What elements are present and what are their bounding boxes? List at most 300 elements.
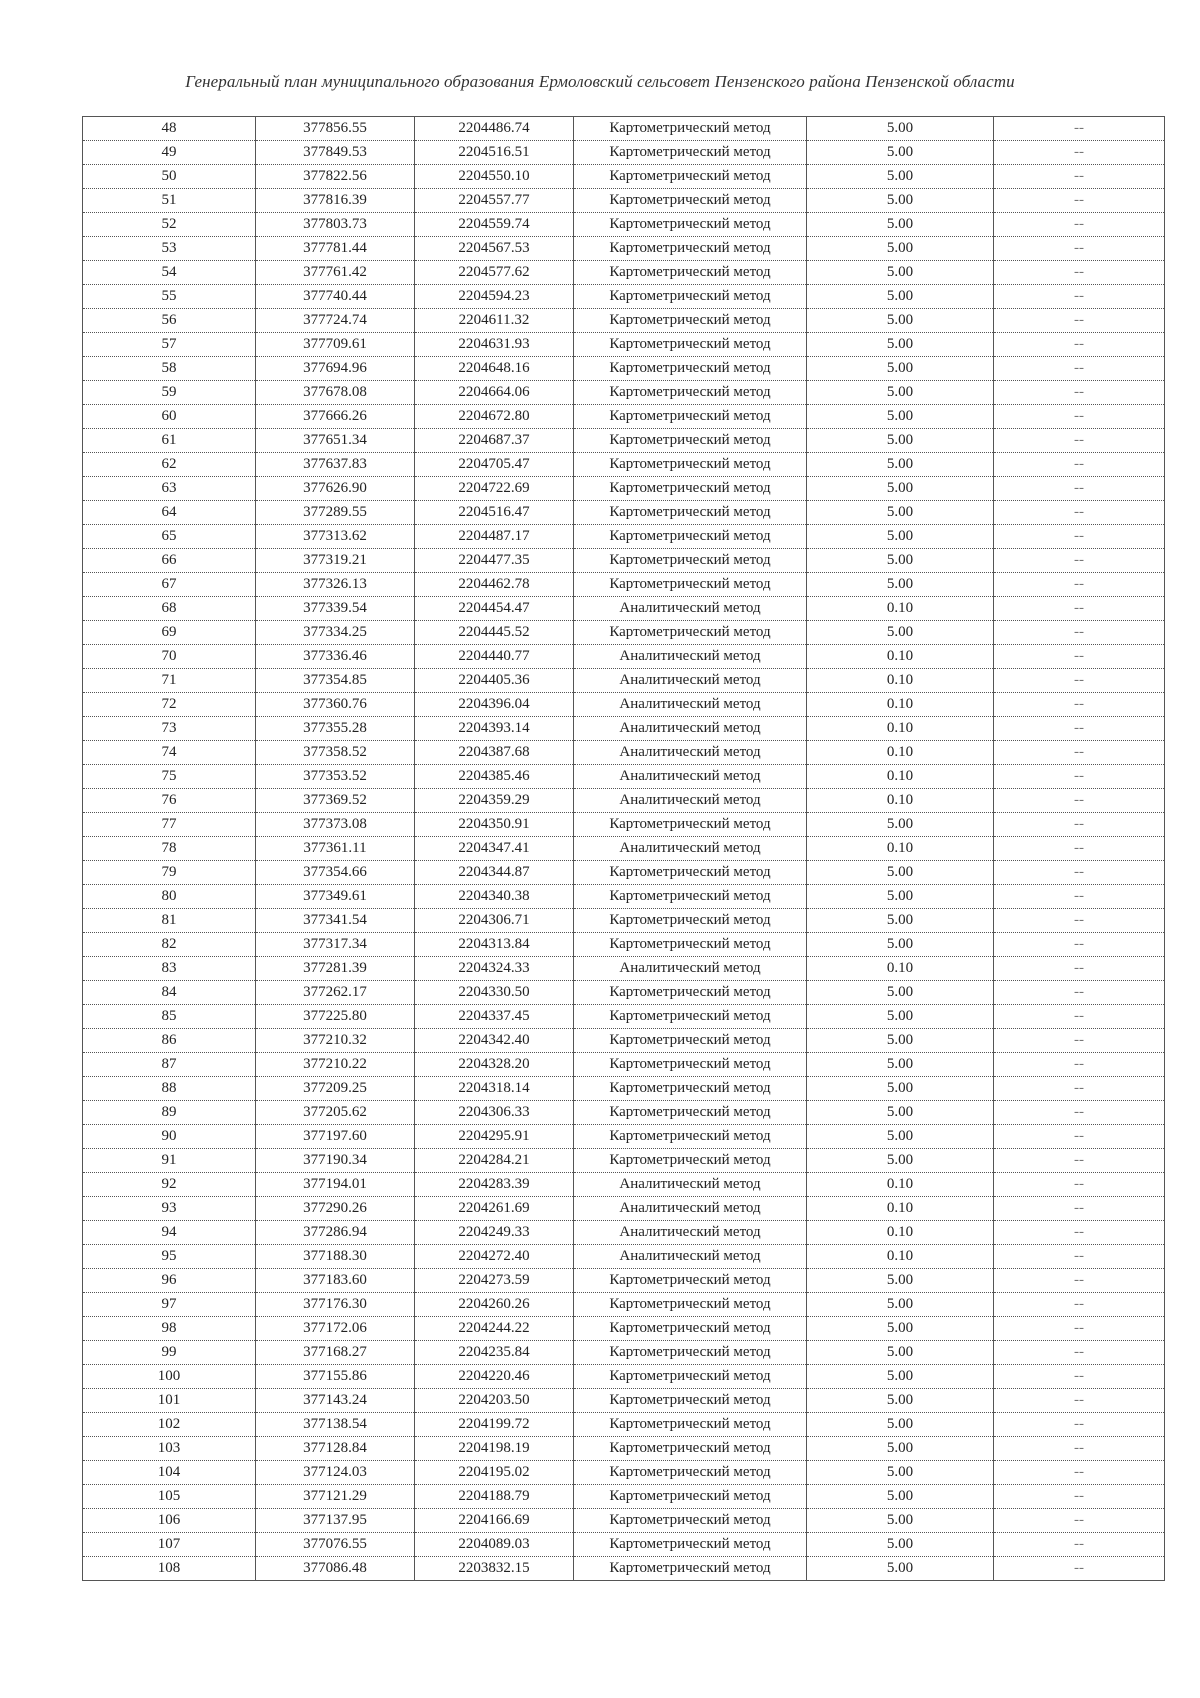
- x-coordinate-cell: 377336.46: [256, 645, 415, 669]
- note-cell: --: [994, 1221, 1165, 1245]
- table-row: [83, 813, 1165, 837]
- accuracy-cell: 5.00: [807, 525, 994, 549]
- table-row: [83, 1365, 1165, 1389]
- method-cell: Картометрический метод: [574, 1533, 807, 1557]
- point-number-cell: 99: [83, 1341, 256, 1365]
- y-coordinate-cell: 2204462.78: [415, 573, 574, 597]
- point-number-cell: 86: [83, 1029, 256, 1053]
- note-cell: --: [994, 1269, 1165, 1293]
- x-coordinate-cell: 377183.60: [256, 1269, 415, 1293]
- point-number-cell: 53: [83, 237, 256, 261]
- accuracy-cell: 5.00: [807, 861, 994, 885]
- method-cell: Картометрический метод: [574, 1461, 807, 1485]
- accuracy-cell: 5.00: [807, 1485, 994, 1509]
- accuracy-cell: 5.00: [807, 1149, 994, 1173]
- table-row: [83, 189, 1165, 213]
- coordinates-table: [82, 116, 1165, 1581]
- method-cell: Аналитический метод: [574, 765, 807, 789]
- note-cell: --: [994, 693, 1165, 717]
- y-coordinate-cell: 2204387.68: [415, 741, 574, 765]
- point-number-cell: 52: [83, 213, 256, 237]
- method-cell: Картометрический метод: [574, 861, 807, 885]
- note-cell: --: [994, 1053, 1165, 1077]
- point-number-cell: 72: [83, 693, 256, 717]
- y-coordinate-cell: 2204306.33: [415, 1101, 574, 1125]
- method-cell: Аналитический метод: [574, 597, 807, 621]
- y-coordinate-cell: 2204672.80: [415, 405, 574, 429]
- note-cell: --: [994, 597, 1165, 621]
- x-coordinate-cell: 377361.11: [256, 837, 415, 861]
- note-cell: --: [994, 1365, 1165, 1389]
- point-number-cell: 94: [83, 1221, 256, 1245]
- table-row: [83, 621, 1165, 645]
- note-cell: --: [994, 885, 1165, 909]
- x-coordinate-cell: 377339.54: [256, 597, 415, 621]
- note-cell: --: [994, 741, 1165, 765]
- x-coordinate-cell: 377761.42: [256, 261, 415, 285]
- x-coordinate-cell: 377355.28: [256, 717, 415, 741]
- table-row: [83, 165, 1165, 189]
- y-coordinate-cell: 2204557.77: [415, 189, 574, 213]
- accuracy-cell: 0.10: [807, 765, 994, 789]
- point-number-cell: 79: [83, 861, 256, 885]
- note-cell: --: [994, 1245, 1165, 1269]
- table-row: [83, 1101, 1165, 1125]
- point-number-cell: 64: [83, 501, 256, 525]
- note-cell: --: [994, 1293, 1165, 1317]
- y-coordinate-cell: 2204631.93: [415, 333, 574, 357]
- note-cell: --: [994, 837, 1165, 861]
- table-row: [83, 357, 1165, 381]
- point-number-cell: 107: [83, 1533, 256, 1557]
- table-row: [83, 1221, 1165, 1245]
- table-row: [83, 1245, 1165, 1269]
- point-number-cell: 105: [83, 1485, 256, 1509]
- accuracy-cell: 5.00: [807, 1005, 994, 1029]
- y-coordinate-cell: 2204188.79: [415, 1485, 574, 1509]
- note-cell: --: [994, 453, 1165, 477]
- x-coordinate-cell: 377816.39: [256, 189, 415, 213]
- y-coordinate-cell: 2204283.39: [415, 1173, 574, 1197]
- x-coordinate-cell: 377121.29: [256, 1485, 415, 1509]
- x-coordinate-cell: 377262.17: [256, 981, 415, 1005]
- x-coordinate-cell: 377694.96: [256, 357, 415, 381]
- method-cell: Картометрический метод: [574, 189, 807, 213]
- accuracy-cell: 0.10: [807, 1173, 994, 1197]
- table-row: [83, 501, 1165, 525]
- y-coordinate-cell: 2204199.72: [415, 1413, 574, 1437]
- method-cell: Аналитический метод: [574, 717, 807, 741]
- x-coordinate-cell: 377289.55: [256, 501, 415, 525]
- note-cell: --: [994, 309, 1165, 333]
- method-cell: Картометрический метод: [574, 1005, 807, 1029]
- x-coordinate-cell: 377137.95: [256, 1509, 415, 1533]
- accuracy-cell: 5.00: [807, 1533, 994, 1557]
- y-coordinate-cell: 2204260.26: [415, 1293, 574, 1317]
- x-coordinate-cell: 377724.74: [256, 309, 415, 333]
- table-row: [83, 549, 1165, 573]
- method-cell: Картометрический метод: [574, 405, 807, 429]
- table-row: [83, 453, 1165, 477]
- note-cell: --: [994, 501, 1165, 525]
- point-number-cell: 106: [83, 1509, 256, 1533]
- table-row: [83, 1053, 1165, 1077]
- note-cell: --: [994, 669, 1165, 693]
- method-cell: Картометрический метод: [574, 1029, 807, 1053]
- y-coordinate-cell: 2204328.20: [415, 1053, 574, 1077]
- x-coordinate-cell: 377076.55: [256, 1533, 415, 1557]
- x-coordinate-cell: 377849.53: [256, 141, 415, 165]
- x-coordinate-cell: 377354.85: [256, 669, 415, 693]
- point-number-cell: 95: [83, 1245, 256, 1269]
- x-coordinate-cell: 377197.60: [256, 1125, 415, 1149]
- y-coordinate-cell: 2204611.32: [415, 309, 574, 333]
- note-cell: --: [994, 1461, 1165, 1485]
- y-coordinate-cell: 2204487.17: [415, 525, 574, 549]
- note-cell: --: [994, 189, 1165, 213]
- y-coordinate-cell: 2204284.21: [415, 1149, 574, 1173]
- table-row: [83, 1029, 1165, 1053]
- accuracy-cell: 0.10: [807, 957, 994, 981]
- table-row: [83, 261, 1165, 285]
- accuracy-cell: 5.00: [807, 405, 994, 429]
- point-number-cell: 50: [83, 165, 256, 189]
- x-coordinate-cell: 377334.25: [256, 621, 415, 645]
- method-cell: Картометрический метод: [574, 573, 807, 597]
- table-row: [83, 669, 1165, 693]
- note-cell: --: [994, 1437, 1165, 1461]
- y-coordinate-cell: 2204203.50: [415, 1389, 574, 1413]
- point-number-cell: 101: [83, 1389, 256, 1413]
- note-cell: --: [994, 1389, 1165, 1413]
- table-row: [83, 309, 1165, 333]
- y-coordinate-cell: 2204477.35: [415, 549, 574, 573]
- y-coordinate-cell: 2204385.46: [415, 765, 574, 789]
- note-cell: --: [994, 1317, 1165, 1341]
- point-number-cell: 87: [83, 1053, 256, 1077]
- note-cell: --: [994, 1101, 1165, 1125]
- note-cell: --: [994, 429, 1165, 453]
- method-cell: Картометрический метод: [574, 261, 807, 285]
- method-cell: Картометрический метод: [574, 981, 807, 1005]
- method-cell: Картометрический метод: [574, 309, 807, 333]
- method-cell: Аналитический метод: [574, 693, 807, 717]
- table-row: [83, 1293, 1165, 1317]
- table-row: [83, 1437, 1165, 1461]
- point-number-cell: 56: [83, 309, 256, 333]
- point-number-cell: 83: [83, 957, 256, 981]
- method-cell: Картометрический метод: [574, 885, 807, 909]
- point-number-cell: 84: [83, 981, 256, 1005]
- note-cell: --: [994, 645, 1165, 669]
- point-number-cell: 73: [83, 717, 256, 741]
- x-coordinate-cell: 377341.54: [256, 909, 415, 933]
- accuracy-cell: 0.10: [807, 669, 994, 693]
- method-cell: Картометрический метод: [574, 1389, 807, 1413]
- table-row: [83, 237, 1165, 261]
- x-coordinate-cell: 377326.13: [256, 573, 415, 597]
- accuracy-cell: 5.00: [807, 909, 994, 933]
- note-cell: --: [994, 333, 1165, 357]
- x-coordinate-cell: 377317.34: [256, 933, 415, 957]
- point-number-cell: 102: [83, 1413, 256, 1437]
- note-cell: --: [994, 1341, 1165, 1365]
- accuracy-cell: 5.00: [807, 117, 994, 141]
- note-cell: --: [994, 1557, 1165, 1581]
- y-coordinate-cell: 2204324.33: [415, 957, 574, 981]
- x-coordinate-cell: 377626.90: [256, 477, 415, 501]
- note-cell: --: [994, 1005, 1165, 1029]
- accuracy-cell: 5.00: [807, 1557, 994, 1581]
- table-row: [83, 1005, 1165, 1029]
- table-row: [83, 1197, 1165, 1221]
- accuracy-cell: 0.10: [807, 717, 994, 741]
- note-cell: --: [994, 1029, 1165, 1053]
- note-cell: --: [994, 1485, 1165, 1509]
- point-number-cell: 81: [83, 909, 256, 933]
- method-cell: Картометрический метод: [574, 1413, 807, 1437]
- x-coordinate-cell: 377155.86: [256, 1365, 415, 1389]
- method-cell: Картометрический метод: [574, 549, 807, 573]
- table-row: [83, 1341, 1165, 1365]
- y-coordinate-cell: 2204249.33: [415, 1221, 574, 1245]
- y-coordinate-cell: 2204273.59: [415, 1269, 574, 1293]
- y-coordinate-cell: 2204405.36: [415, 669, 574, 693]
- point-number-cell: 60: [83, 405, 256, 429]
- method-cell: Аналитический метод: [574, 669, 807, 693]
- method-cell: Картометрический метод: [574, 1437, 807, 1461]
- accuracy-cell: 0.10: [807, 741, 994, 765]
- note-cell: --: [994, 237, 1165, 261]
- table-row: [83, 765, 1165, 789]
- point-number-cell: 48: [83, 117, 256, 141]
- y-coordinate-cell: 2204359.29: [415, 789, 574, 813]
- y-coordinate-cell: 2204454.47: [415, 597, 574, 621]
- method-cell: Картометрический метод: [574, 477, 807, 501]
- method-cell: Картометрический метод: [574, 909, 807, 933]
- table-row: [83, 1509, 1165, 1533]
- table-row: [83, 837, 1165, 861]
- point-number-cell: 90: [83, 1125, 256, 1149]
- x-coordinate-cell: 377369.52: [256, 789, 415, 813]
- note-cell: --: [994, 621, 1165, 645]
- point-number-cell: 97: [83, 1293, 256, 1317]
- accuracy-cell: 5.00: [807, 1341, 994, 1365]
- method-cell: Картометрический метод: [574, 525, 807, 549]
- x-coordinate-cell: 377194.01: [256, 1173, 415, 1197]
- accuracy-cell: 5.00: [807, 573, 994, 597]
- accuracy-cell: 0.10: [807, 789, 994, 813]
- x-coordinate-cell: 377188.30: [256, 1245, 415, 1269]
- x-coordinate-cell: 377637.83: [256, 453, 415, 477]
- y-coordinate-cell: 2204705.47: [415, 453, 574, 477]
- note-cell: --: [994, 573, 1165, 597]
- y-coordinate-cell: 2204220.46: [415, 1365, 574, 1389]
- y-coordinate-cell: 2204318.14: [415, 1077, 574, 1101]
- x-coordinate-cell: 377666.26: [256, 405, 415, 429]
- x-coordinate-cell: 377349.61: [256, 885, 415, 909]
- point-number-cell: 89: [83, 1101, 256, 1125]
- method-cell: Картометрический метод: [574, 165, 807, 189]
- method-cell: Картометрический метод: [574, 1509, 807, 1533]
- table-row: [83, 1269, 1165, 1293]
- note-cell: --: [994, 1413, 1165, 1437]
- table-row: [83, 1125, 1165, 1149]
- method-cell: Картометрический метод: [574, 621, 807, 645]
- point-number-cell: 57: [83, 333, 256, 357]
- point-number-cell: 80: [83, 885, 256, 909]
- note-cell: --: [994, 861, 1165, 885]
- note-cell: --: [994, 981, 1165, 1005]
- method-cell: Картометрический метод: [574, 1125, 807, 1149]
- table-row: [83, 573, 1165, 597]
- x-coordinate-cell: 377290.26: [256, 1197, 415, 1221]
- accuracy-cell: 0.10: [807, 597, 994, 621]
- point-number-cell: 104: [83, 1461, 256, 1485]
- accuracy-cell: 5.00: [807, 285, 994, 309]
- x-coordinate-cell: 377678.08: [256, 381, 415, 405]
- table-row: [83, 285, 1165, 309]
- x-coordinate-cell: 377286.94: [256, 1221, 415, 1245]
- accuracy-cell: 5.00: [807, 381, 994, 405]
- x-coordinate-cell: 377651.34: [256, 429, 415, 453]
- method-cell: Картометрический метод: [574, 117, 807, 141]
- note-cell: --: [994, 1509, 1165, 1533]
- note-cell: --: [994, 477, 1165, 501]
- y-coordinate-cell: 2204337.45: [415, 1005, 574, 1029]
- accuracy-cell: 5.00: [807, 1413, 994, 1437]
- method-cell: Картометрический метод: [574, 1149, 807, 1173]
- point-number-cell: 77: [83, 813, 256, 837]
- point-number-cell: 63: [83, 477, 256, 501]
- table-row: [83, 645, 1165, 669]
- table-row: [83, 1149, 1165, 1173]
- y-coordinate-cell: 2204577.62: [415, 261, 574, 285]
- method-cell: Картометрический метод: [574, 1557, 807, 1581]
- table-row: [83, 789, 1165, 813]
- note-cell: --: [994, 165, 1165, 189]
- point-number-cell: 75: [83, 765, 256, 789]
- y-coordinate-cell: 2204722.69: [415, 477, 574, 501]
- note-cell: --: [994, 213, 1165, 237]
- accuracy-cell: 0.10: [807, 1221, 994, 1245]
- y-coordinate-cell: 2204648.16: [415, 357, 574, 381]
- note-cell: --: [994, 789, 1165, 813]
- x-coordinate-cell: 377176.30: [256, 1293, 415, 1317]
- y-coordinate-cell: 2204687.37: [415, 429, 574, 453]
- method-cell: Картометрический метод: [574, 1053, 807, 1077]
- table-row: [83, 1533, 1165, 1557]
- method-cell: Аналитический метод: [574, 645, 807, 669]
- method-cell: Картометрический метод: [574, 1293, 807, 1317]
- point-number-cell: 92: [83, 1173, 256, 1197]
- point-number-cell: 93: [83, 1197, 256, 1221]
- accuracy-cell: 5.00: [807, 1461, 994, 1485]
- x-coordinate-cell: 377210.32: [256, 1029, 415, 1053]
- y-coordinate-cell: 2204396.04: [415, 693, 574, 717]
- method-cell: Картометрический метод: [574, 1341, 807, 1365]
- page-header: Генеральный план муниципального образования Ермоловский сельсовет Пензенского района Пензенской области: [185, 72, 1015, 91]
- table-row: [83, 1413, 1165, 1437]
- x-coordinate-cell: 377803.73: [256, 213, 415, 237]
- point-number-cell: 70: [83, 645, 256, 669]
- point-number-cell: 58: [83, 357, 256, 381]
- table-row: [83, 597, 1165, 621]
- accuracy-cell: 5.00: [807, 1293, 994, 1317]
- point-number-cell: 91: [83, 1149, 256, 1173]
- y-coordinate-cell: 2204350.91: [415, 813, 574, 837]
- table-row: [83, 885, 1165, 909]
- x-coordinate-cell: 377281.39: [256, 957, 415, 981]
- y-coordinate-cell: 2204195.02: [415, 1461, 574, 1485]
- x-coordinate-cell: 377172.06: [256, 1317, 415, 1341]
- method-cell: Картометрический метод: [574, 357, 807, 381]
- accuracy-cell: 5.00: [807, 261, 994, 285]
- y-coordinate-cell: 2204166.69: [415, 1509, 574, 1533]
- y-coordinate-cell: 2204516.51: [415, 141, 574, 165]
- method-cell: Аналитический метод: [574, 1221, 807, 1245]
- x-coordinate-cell: 377354.66: [256, 861, 415, 885]
- y-coordinate-cell: 2204330.50: [415, 981, 574, 1005]
- y-coordinate-cell: 2204664.06: [415, 381, 574, 405]
- method-cell: Картометрический метод: [574, 237, 807, 261]
- accuracy-cell: 5.00: [807, 357, 994, 381]
- accuracy-cell: 5.00: [807, 165, 994, 189]
- point-number-cell: 59: [83, 381, 256, 405]
- table-row: [83, 933, 1165, 957]
- method-cell: Аналитический метод: [574, 957, 807, 981]
- accuracy-cell: 5.00: [807, 213, 994, 237]
- note-cell: --: [994, 933, 1165, 957]
- x-coordinate-cell: 377225.80: [256, 1005, 415, 1029]
- x-coordinate-cell: 377360.76: [256, 693, 415, 717]
- accuracy-cell: 5.00: [807, 477, 994, 501]
- table-row: [83, 741, 1165, 765]
- x-coordinate-cell: 377138.54: [256, 1413, 415, 1437]
- x-coordinate-cell: 377210.22: [256, 1053, 415, 1077]
- x-coordinate-cell: 377086.48: [256, 1557, 415, 1581]
- point-number-cell: 67: [83, 573, 256, 597]
- table-row: [83, 693, 1165, 717]
- accuracy-cell: 5.00: [807, 1437, 994, 1461]
- table-row: [83, 117, 1165, 141]
- table-row: [83, 717, 1165, 741]
- point-number-cell: 66: [83, 549, 256, 573]
- x-coordinate-cell: 377822.56: [256, 165, 415, 189]
- y-coordinate-cell: 2204550.10: [415, 165, 574, 189]
- note-cell: --: [994, 1533, 1165, 1557]
- x-coordinate-cell: 377709.61: [256, 333, 415, 357]
- accuracy-cell: 5.00: [807, 453, 994, 477]
- point-number-cell: 82: [83, 933, 256, 957]
- note-cell: --: [994, 1197, 1165, 1221]
- point-number-cell: 103: [83, 1437, 256, 1461]
- method-cell: Картометрический метод: [574, 381, 807, 405]
- x-coordinate-cell: 377205.62: [256, 1101, 415, 1125]
- table-row: [83, 1557, 1165, 1581]
- x-coordinate-cell: 377209.25: [256, 1077, 415, 1101]
- accuracy-cell: 5.00: [807, 1029, 994, 1053]
- table-row: [83, 981, 1165, 1005]
- point-number-cell: 54: [83, 261, 256, 285]
- x-coordinate-cell: 377740.44: [256, 285, 415, 309]
- point-number-cell: 96: [83, 1269, 256, 1293]
- table-row: [83, 957, 1165, 981]
- x-coordinate-cell: 377781.44: [256, 237, 415, 261]
- y-coordinate-cell: 2204272.40: [415, 1245, 574, 1269]
- y-coordinate-cell: 2204089.03: [415, 1533, 574, 1557]
- accuracy-cell: 5.00: [807, 1269, 994, 1293]
